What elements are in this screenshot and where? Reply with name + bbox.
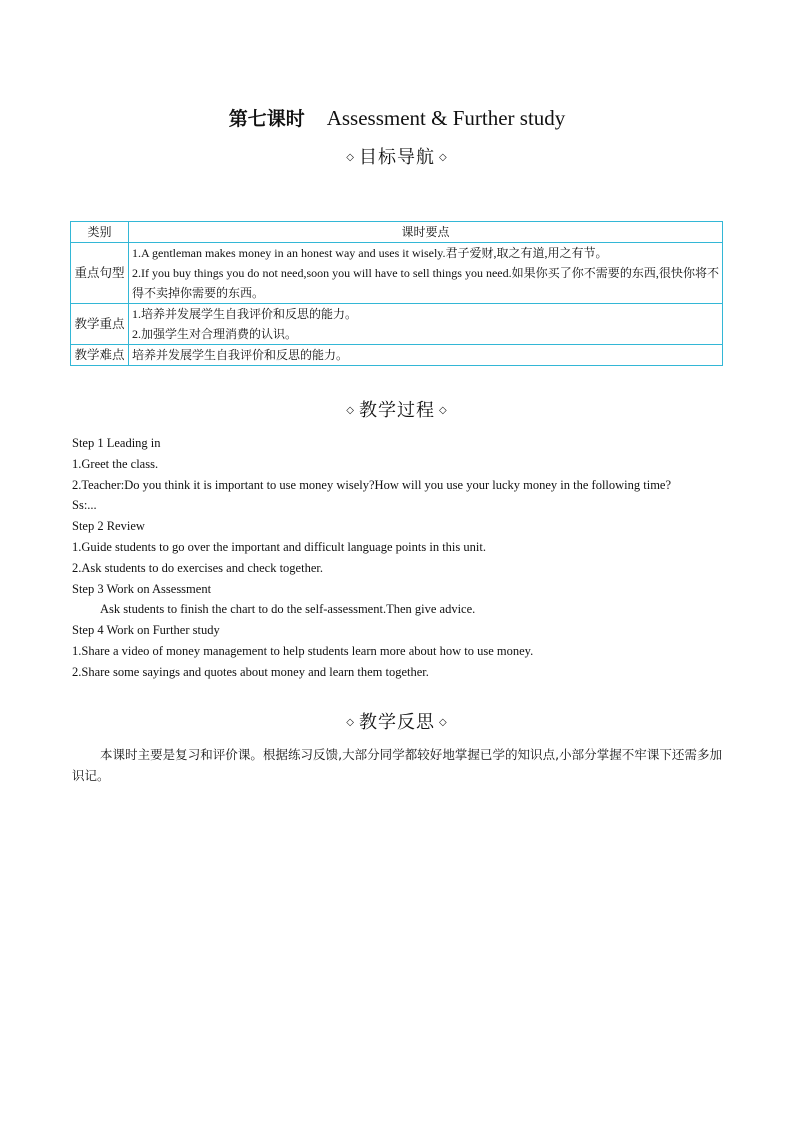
table-row-line: 1.A gentleman makes money in an honest way and uses it wisely.君子爱财,取之有道,用之有节。 bbox=[132, 246, 608, 260]
step-heading: Step 2 Review bbox=[72, 519, 145, 534]
teaching-process bbox=[72, 433, 722, 683]
diamond-icon: ◇ bbox=[439, 405, 448, 416]
table-row-content bbox=[129, 304, 723, 345]
diamond-icon: ◇ bbox=[439, 717, 448, 728]
table-row bbox=[71, 304, 723, 345]
key-points-table bbox=[70, 221, 723, 366]
step-item: 1.Guide students to go over the important and difficult language points in this unit. bbox=[72, 539, 486, 554]
diamond-icon: ◇ bbox=[439, 152, 448, 163]
diamond-icon: ◇ bbox=[346, 152, 355, 163]
step-heading: Step 3 Work on Assessment bbox=[72, 581, 212, 596]
lesson-title-english: Assessment & Further study bbox=[326, 106, 566, 130]
step-item: 1.Share a video of money management to help students learn more about how to use money. bbox=[72, 643, 534, 658]
step-item: Ask students to finish the chart to do the self-assessment.Then give advice. bbox=[100, 602, 476, 617]
step-item: 2.Share some sayings and quotes about money and learn them together. bbox=[72, 664, 429, 679]
table-header-category: 类别 bbox=[71, 222, 129, 243]
section-process-heading: ◇ 教学过程 ◇ bbox=[346, 400, 448, 421]
table-row-line: 培养并发展学生自我评价和反思的能力。 bbox=[132, 348, 349, 362]
table-row-line: 2.加强学生对合理消费的认识。 bbox=[132, 327, 298, 341]
step-item: 2.Ask students to do exercises and check together. bbox=[72, 560, 323, 575]
section-reflection-heading: ◇ 教学反思 ◇ bbox=[346, 712, 448, 733]
lesson-title bbox=[0, 103, 794, 134]
table-row-category: 重点句型 bbox=[71, 243, 129, 304]
table-row-line: 1.培养并发展学生自我评价和反思的能力。 bbox=[132, 307, 358, 321]
step-heading: Step 1 Leading in bbox=[72, 436, 161, 450]
step-heading: Step 4 Work on Further study bbox=[72, 623, 220, 638]
table-header-points: 课时要点 bbox=[129, 222, 723, 243]
table-header-row bbox=[71, 222, 723, 243]
step-item: 2.Teacher:Do you think it is important to use money wisely?How will you use your lucky money in the following time? bbox=[72, 477, 672, 492]
table-row-line: 2.If you buy things you do not need,soon you will have to sell things you need.如果你买了你不需要的东西,很快你将不得不卖掉你需要的东西。 bbox=[132, 266, 719, 300]
reflection-text: 本课时主要是复习和评价课。根据练习反馈,大部分同学都较好地掌握已学的知识点,小部分掌握不牢课下还需多加识记。 bbox=[72, 747, 722, 783]
table-row bbox=[71, 243, 723, 304]
diamond-icon: ◇ bbox=[346, 405, 355, 416]
table-row bbox=[71, 345, 723, 366]
step-item: Ss:... bbox=[72, 498, 97, 513]
table-row-category: 教学难点 bbox=[71, 345, 129, 366]
step-item: 1.Greet the class. bbox=[72, 456, 159, 471]
table-row-content bbox=[129, 243, 723, 304]
table-row-category: 教学重点 bbox=[71, 304, 129, 345]
diamond-icon: ◇ bbox=[346, 717, 355, 728]
lesson-title-chinese: 第七课时 bbox=[228, 108, 305, 130]
section-goals-heading: ◇ 目标导航 ◇ bbox=[346, 147, 448, 168]
table-row-content bbox=[129, 345, 723, 366]
